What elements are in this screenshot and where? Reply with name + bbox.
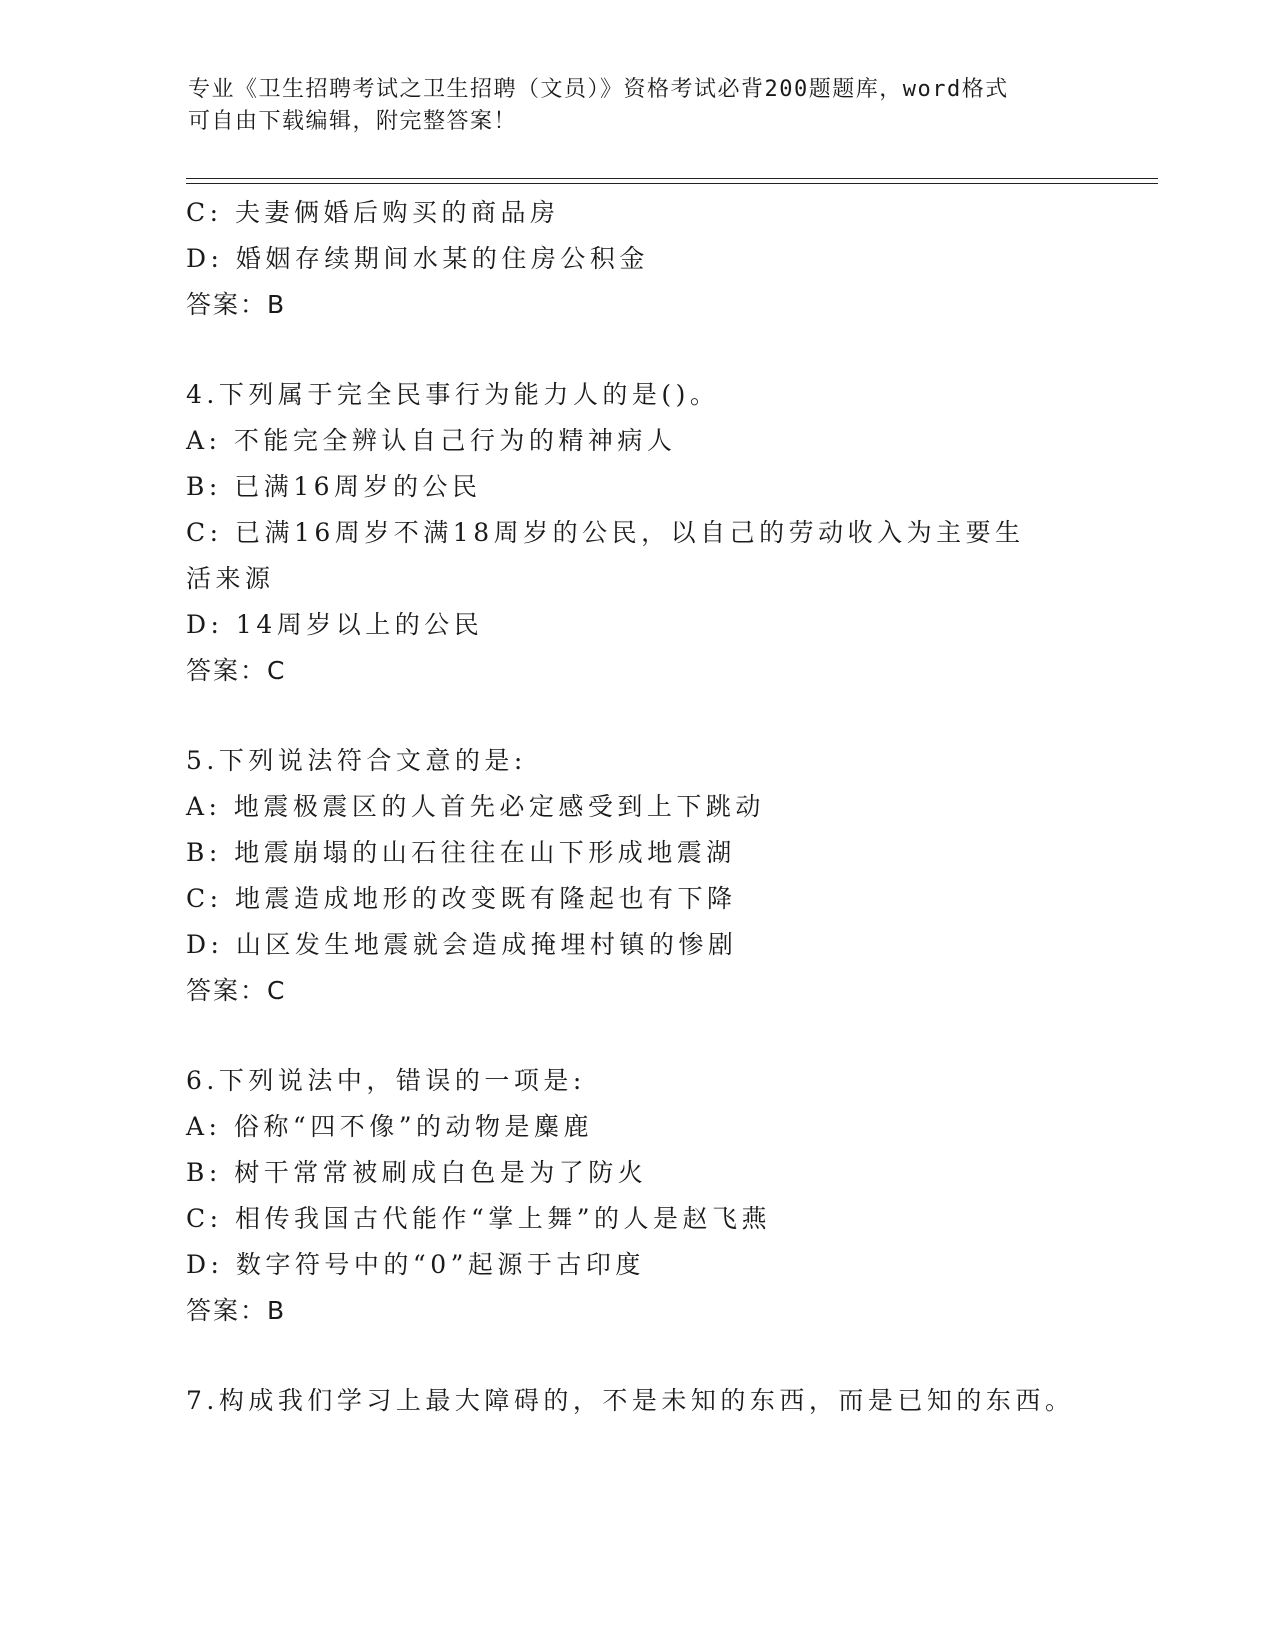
spacer xyxy=(186,328,1086,372)
question-stem: 6.下列说法中，错误的一项是: xyxy=(186,1066,586,1095)
answer-line: 答案：C xyxy=(186,976,287,1005)
spacer xyxy=(186,1334,1086,1378)
spacer xyxy=(186,1014,1086,1058)
option-b: B: 树干常常被刷成白色是为了防火 xyxy=(186,1158,648,1187)
option-a: A: 地震极震区的人首先必定感受到上下跳动 xyxy=(186,792,765,821)
question-stem: 7.构成我们学习上最大障碍的，不是未知的东西，而是已知的东西。 xyxy=(186,1386,1075,1415)
question-7 xyxy=(186,1378,1086,1424)
header-divider-bottom xyxy=(186,183,1158,184)
question-6 xyxy=(186,1058,1086,1334)
question-list xyxy=(186,190,1086,1424)
question-4 xyxy=(186,372,1086,694)
option-a: A: 俗称“四不像”的动物是麋鹿 xyxy=(186,1112,593,1141)
document-header xyxy=(188,74,1068,138)
option-c: C: 夫妻俩婚后购买的商品房 xyxy=(186,198,560,227)
question-3-tail xyxy=(186,190,1086,328)
option-b: B: 已满16周岁的公民 xyxy=(186,472,482,501)
answer-line: 答案：C xyxy=(186,656,287,685)
header-divider-top xyxy=(186,178,1158,179)
option-c: C: 已满16周岁不满18周岁的公民，以自己的劳动收入为主要生活来源 xyxy=(186,518,1025,593)
header-line-1: 专业《卫生招聘考试之卫生招聘（文员）》资格考试必背200题题库，word格式 xyxy=(188,77,1009,102)
option-d: D: 婚姻存续期间水某的住房公积金 xyxy=(186,244,649,273)
option-c: C: 相传我国古代能作“掌上舞”的人是赵飞燕 xyxy=(186,1204,772,1233)
question-stem: 4.下列属于完全民事行为能力人的是()。 xyxy=(186,380,720,409)
option-b: B: 地震崩塌的山石往往在山下形成地震湖 xyxy=(186,838,736,867)
question-5 xyxy=(186,738,1086,1014)
spacer xyxy=(186,694,1086,738)
option-d: D: 数字符号中的“0”起源于古印度 xyxy=(186,1250,645,1279)
header-line-2: 可自由下载编辑，附完整答案！ xyxy=(188,109,518,134)
answer-line: 答案：B xyxy=(186,1296,287,1325)
option-d: D: 14周岁以上的公民 xyxy=(186,610,484,639)
answer-line: 答案：B xyxy=(186,290,287,319)
question-stem: 5.下列说法符合文意的是: xyxy=(186,746,527,775)
option-a: A: 不能完全辨认自己行为的精神病人 xyxy=(186,426,677,455)
option-d: D: 山区发生地震就会造成掩埋村镇的惨剧 xyxy=(186,930,738,959)
option-c: C: 地震造成地形的改变既有隆起也有下降 xyxy=(186,884,737,913)
